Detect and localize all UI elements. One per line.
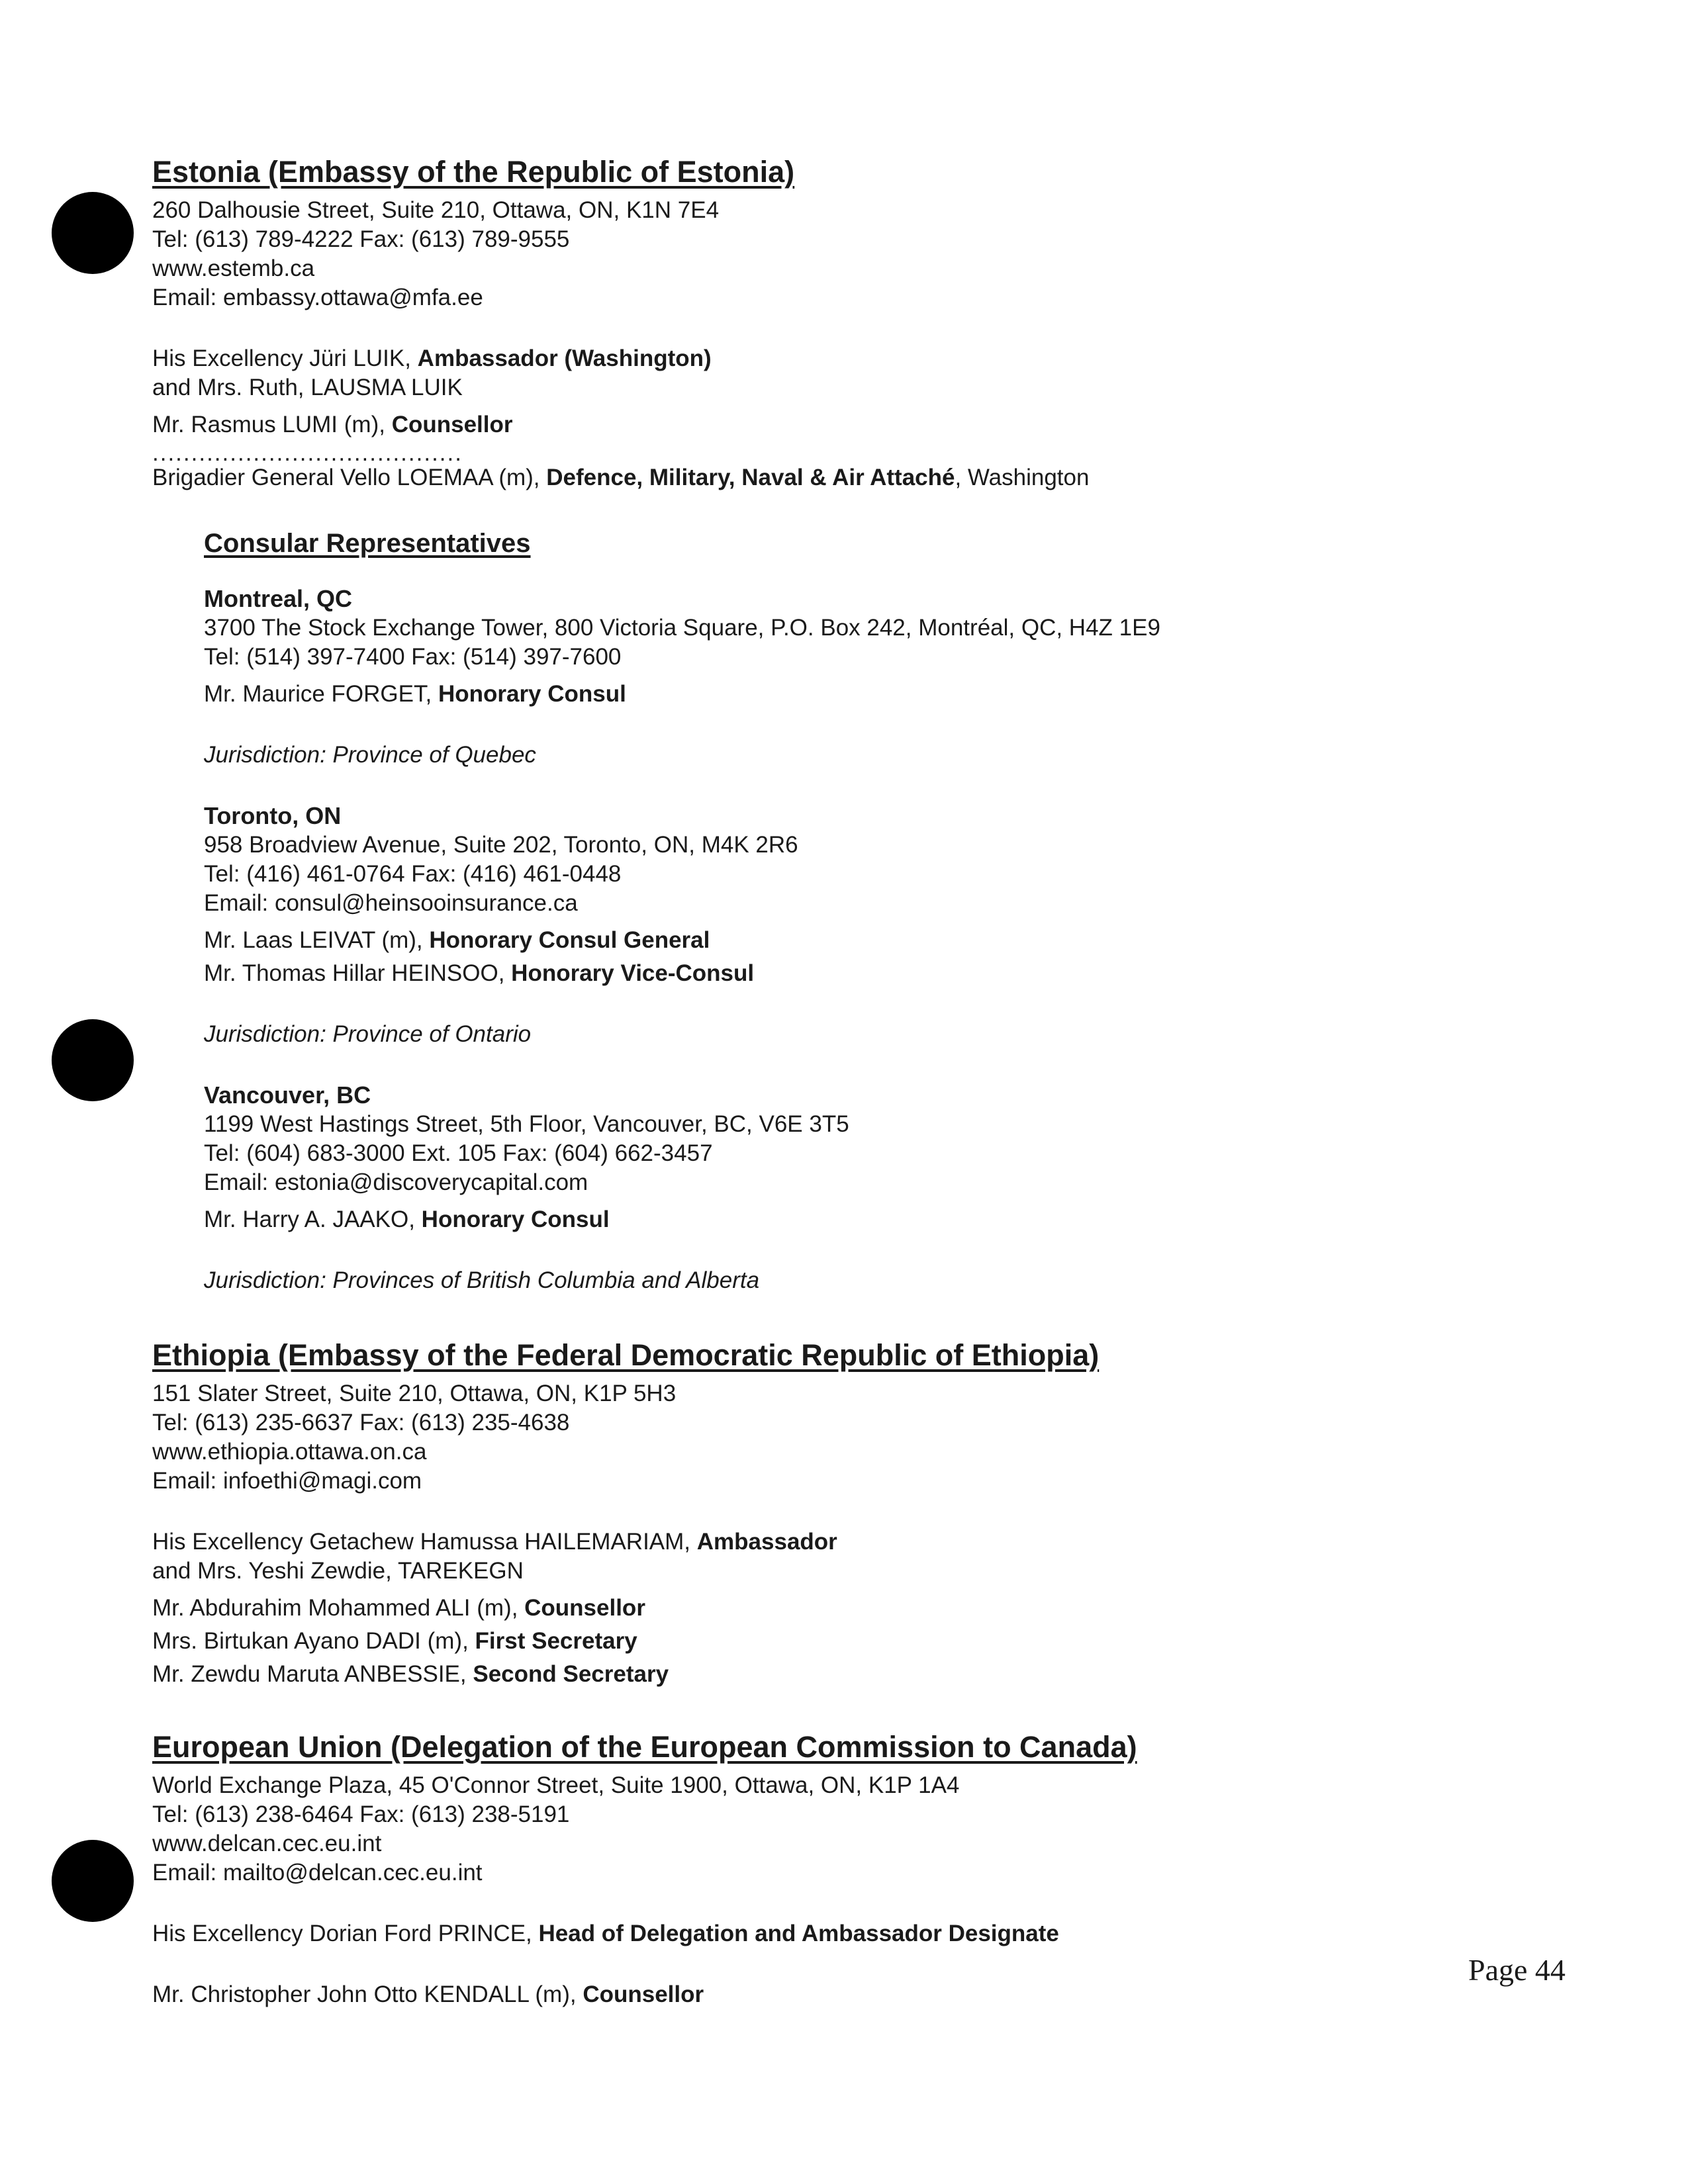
estonia-tel-fax: Tel: (613) 789-4222 Fax: (613) 789-9555 (152, 226, 570, 252)
estonia-heading: Estonia (Embassy of the Republic of Estonia) (152, 155, 795, 189)
estonia-staff-1: and Mrs. Ruth, LAUSMA LUIK (152, 375, 463, 400)
consulate-staff: Mr. Thomas Hillar HEINSOO, Honorary Vice-Consul (204, 960, 755, 986)
consulate-city: Montreal, QC (204, 585, 353, 612)
separator-dots: ........................................ (152, 440, 463, 466)
consulate-address: 958 Broadview Avenue, Suite 202, Toronto, ON, M4K 2R6 (204, 832, 798, 858)
consular-section (204, 526, 1495, 1295)
consulate-address: 3700 The Stock Exchange Tower, 800 Victoria Square, P.O. Box 242, Montréal, QC, H4Z 1E9 (204, 615, 1160, 641)
page-number: Page 44 (1468, 1953, 1566, 1987)
eu-heading: European Union (Delegation of the European Commission to Canada) (152, 1730, 1137, 1764)
estonia-section (152, 154, 1476, 492)
eu-address: World Exchange Plaza, 45 O'Connor Street, Suite 1900, Ottawa, ON, K1P 1A4 (152, 1772, 960, 1798)
ethiopia-email[interactable]: Email: infoethi@magi.com (152, 1468, 422, 1494)
ethiopia-staff-1: and Mrs. Yeshi Zewdie, TAREKEGN (152, 1558, 524, 1584)
eu-staff-0: His Excellency Dorian Ford PRINCE, Head of Delegation and Ambassador Designate (152, 1921, 1059, 1946)
consulate-email[interactable]: Email: consul@heinsooinsurance.ca (204, 890, 578, 916)
ethiopia-staff-3: Mrs. Birtukan Ayano DADI (m), First Secretary (152, 1628, 637, 1654)
consulate-address: 1199 West Hastings Street, 5th Floor, Vancouver, BC, V6E 3T5 (204, 1111, 849, 1137)
consulate-city: Toronto, ON (204, 802, 342, 829)
ethiopia-staff-2: Mr. Abdurahim Mohammed ALI (m), Counsellor (152, 1595, 645, 1621)
eu-website[interactable]: www.delcan.cec.eu.int (152, 1831, 382, 1856)
ethiopia-section (152, 1337, 1476, 1689)
estonia-staff-0: His Excellency Jüri LUIK, Ambassador (Washington) (152, 345, 712, 371)
eu-tel-fax: Tel: (613) 238-6464 Fax: (613) 238-5191 (152, 1801, 570, 1827)
ethiopia-tel-fax: Tel: (613) 235-6637 Fax: (613) 235-4638 (152, 1410, 570, 1435)
consulate-tel-fax: Tel: (416) 461-0764 Fax: (416) 461-0448 (204, 861, 622, 887)
consulate-staff: Mr. Laas LEIVAT (m), Honorary Consul General (204, 927, 710, 953)
eu-staff-1: Mr. Christopher John Otto KENDALL (m), Counsellor (152, 1981, 704, 2007)
punch-hole-top (52, 192, 134, 274)
consulate-staff: Mr. Maurice FORGET, Honorary Consul (204, 681, 626, 707)
consulate-tel-fax: Tel: (514) 397-7400 Fax: (514) 397-7600 (204, 644, 622, 670)
consulate-email[interactable]: Email: estonia@discoverycapital.com (204, 1169, 588, 1195)
eu-email[interactable]: Email: mailto@delcan.cec.eu.int (152, 1860, 483, 1886)
ethiopia-staff-0: His Excellency Getachew Hamussa HAILEMARIAM, Ambassador (152, 1529, 837, 1555)
consular-heading: Consular Representatives (204, 529, 531, 558)
consulate-staff: Mr. Harry A. JAAKO, Honorary Consul (204, 1206, 610, 1232)
ethiopia-website[interactable]: www.ethiopia.ottawa.on.ca (152, 1439, 427, 1465)
estonia-staff-2: Mr. Rasmus LUMI (m), Counsellor (152, 412, 513, 437)
estonia-email[interactable]: Email: embassy.ottawa@mfa.ee (152, 285, 483, 310)
consulate-jurisdiction: Jurisdiction: Province of Ontario (204, 1021, 532, 1047)
consulate-city: Vancouver, BC (204, 1081, 371, 1109)
punch-hole-middle (52, 1019, 134, 1101)
consulate-jurisdiction: Jurisdiction: Provinces of British Columbia and Alberta (204, 1267, 760, 1293)
estonia-address: 260 Dalhousie Street, Suite 210, Ottawa, ON, K1N 7E4 (152, 197, 720, 223)
ethiopia-heading: Ethiopia (Embassy of the Federal Democratic Republic of Ethiopia) (152, 1338, 1100, 1372)
estonia-attache: Brigadier General Vello LOEMAA (m), Defence, Military, Naval & Air Attaché, Washington (152, 465, 1090, 490)
eu-section (152, 1729, 1476, 2009)
estonia-website[interactable]: www.estemb.ca (152, 255, 315, 281)
ethiopia-staff-4: Mr. Zewdu Maruta ANBESSIE, Second Secretary (152, 1661, 669, 1687)
ethiopia-address: 151 Slater Street, Suite 210, Ottawa, ON, K1P 5H3 (152, 1381, 677, 1406)
consulate-jurisdiction: Jurisdiction: Province of Quebec (204, 742, 536, 768)
punch-hole-bottom (52, 1840, 134, 1922)
consulate-tel-fax: Tel: (604) 683-3000 Ext. 105 Fax: (604) 662-3457 (204, 1140, 713, 1166)
